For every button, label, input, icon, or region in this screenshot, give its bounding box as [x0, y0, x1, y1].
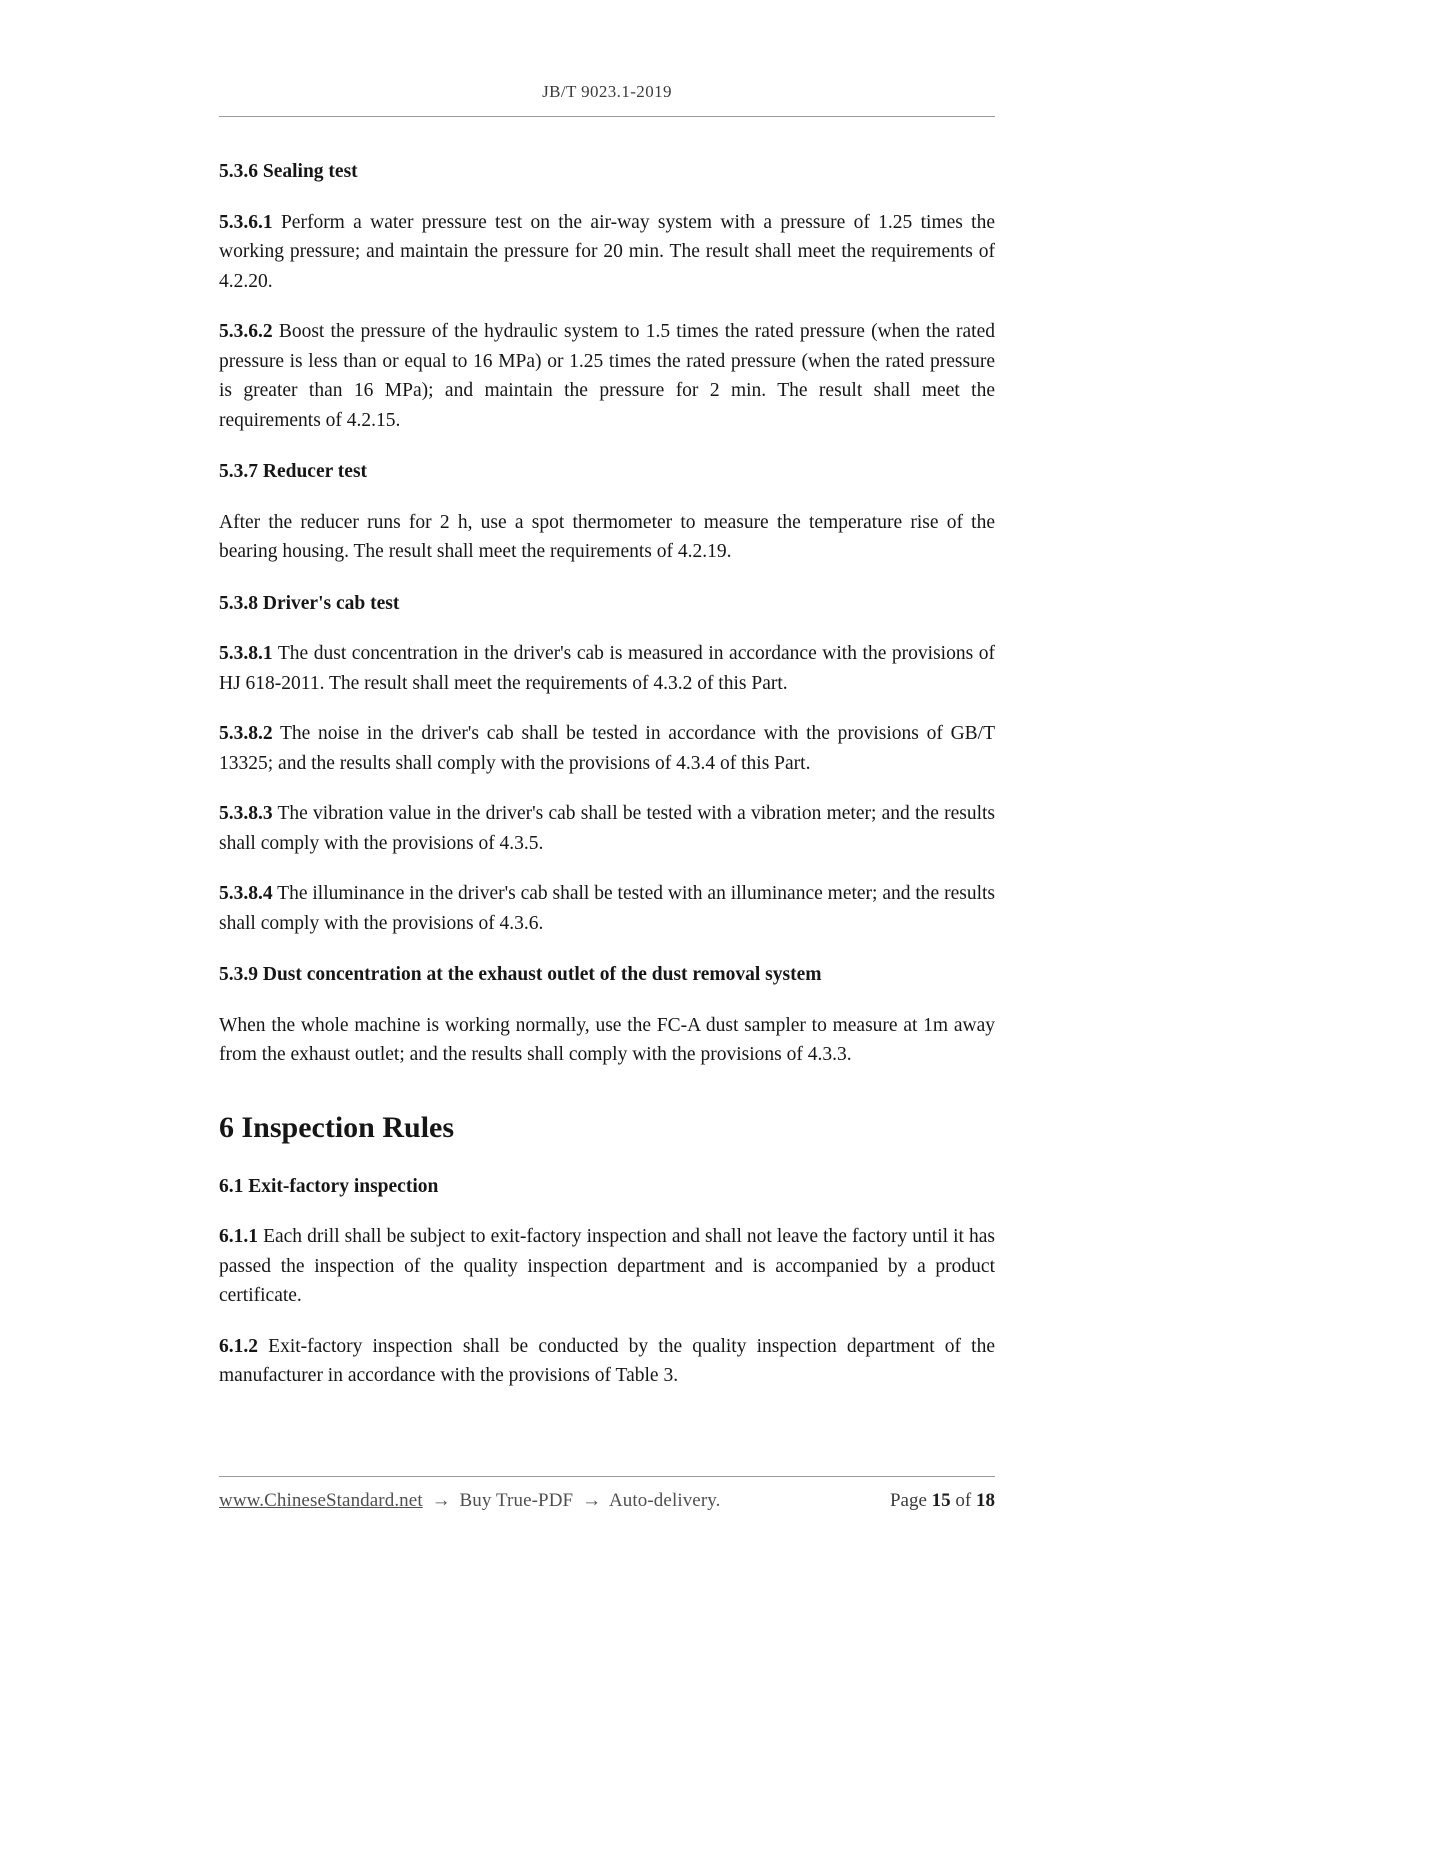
section-heading-5-3-7: 5.3.7 Reducer test [219, 461, 368, 482]
page-current: 15 [931, 1490, 951, 1511]
paragraph-text: After the reducer runs for 2 h, use a spot thermometer to measure the temperature rise of the bearing housing. The result shall meet the requirements of 4.2.19. [219, 511, 995, 562]
page-header [219, 0, 995, 117]
footer-source-line [219, 1490, 720, 1512]
clause-number: 5.3.6.1 [219, 211, 273, 233]
paragraph-text: The noise in the driver's cab shall be tested in accordance with the provisions of GB/T 13325; and the results shall comply with the provisions of 4.3.4 of this Part. [219, 723, 995, 774]
paragraph-5-3-9 [219, 1011, 995, 1070]
website-link[interactable]: www.ChineseStandard.net [219, 1490, 423, 1511]
footer-buy-text: Buy True-PDF [459, 1490, 574, 1511]
section-heading-5-3-6: 5.3.6 Sealing test [219, 161, 358, 182]
section-heading-6-1: 6.1 Exit-factory inspection [219, 1175, 439, 1197]
clause-number: 6.1.2 [219, 1335, 258, 1357]
paragraph-5-3-8-4 [219, 879, 995, 938]
paragraph-5-3-8-2 [219, 719, 995, 778]
paragraph-text: The illuminance in the driver's cab shall be tested with an illuminance meter; and the results shall comply with the provisions of 4.3.6. [219, 883, 995, 934]
paragraph-text: Boost the pressure of the hydraulic system to 1.5 times the rated pressure (when the rated pressure is less than or equal to 16 MPa) or 1.25 times the rated pressure (when the rated pressure is greater than 16 MPa); and maintain the pressure for 2 min. The result shall meet the requirements of 4.2.15. [219, 321, 995, 431]
section-heading-5-3-8: 5.3.8 Driver's cab test [219, 592, 400, 614]
paragraph-6-1-1 [219, 1222, 995, 1311]
paragraph-6-1-2 [219, 1332, 995, 1391]
page-label: Page [889, 1490, 927, 1511]
paragraph-5-3-6-2 [219, 317, 995, 435]
paragraph-text: Perform a water pressure test on the air-way system with a pressure of 1.25 times the working pressure; and maintain the pressure for 20 min. The result shall meet the requirements of 4.2.20. [219, 211, 996, 292]
clause-number: 5.3.6.2 [219, 321, 273, 342]
paragraph-5-3-6-1 [219, 208, 995, 297]
paragraph-text: The vibration value in the driver's cab shall be tested with a vibration meter; and the results shall comply with the provisions of 4.3.5. [219, 803, 995, 854]
arrow-icon: → [582, 1490, 602, 1511]
clause-number: 6.1.1 [219, 1226, 258, 1247]
clause-number: 5.3.8.4 [219, 883, 273, 904]
footer-delivery-text: Auto-delivery. [608, 1490, 721, 1511]
clause-number: 5.3.8.1 [219, 643, 273, 664]
section-heading-5-3-9: 5.3.9 Dust concentration at the exhaust outlet of the dust removal system [219, 964, 822, 985]
footer-rule [219, 1476, 995, 1477]
chapter-heading-6: 6 Inspection Rules [219, 1110, 455, 1144]
document-body [219, 117, 995, 1391]
paragraph-text: Exit-factory inspection shall be conducted by the quality inspection department of the manufacturer in accordance with the provisions of Table 3. [219, 1335, 995, 1386]
page-total: 18 [976, 1490, 995, 1511]
paragraph-text: Each drill shall be subject to exit-factory inspection and shall not leave the factory until it has passed the inspection of the quality inspection department and is accompanied by a product certificate. [219, 1226, 995, 1306]
arrow-icon: → [431, 1490, 451, 1511]
paragraph-5-3-8-3 [219, 799, 995, 858]
of-label: of [955, 1490, 972, 1511]
paragraph-5-3-8-1 [219, 639, 995, 698]
paragraph-text: The dust concentration in the driver's cab is measured in accordance with the provisions of HJ 618-2011. The result shall meet the requirements of 4.3.2 of this Part. [219, 643, 995, 694]
paragraph-5-3-7 [219, 508, 995, 567]
clause-number: 5.3.8.2 [219, 723, 273, 744]
document-number: JB/T 9023.1-2019 [542, 82, 672, 101]
page-number [890, 1490, 995, 1512]
paragraph-text: When the whole machine is working normally, use the FC-A dust sampler to measure at 1m away from the exhaust outlet; and the results shall comply with the provisions of 4.3.3. [219, 1014, 995, 1065]
page-footer [219, 1476, 995, 1512]
clause-number: 5.3.8.3 [219, 803, 273, 824]
